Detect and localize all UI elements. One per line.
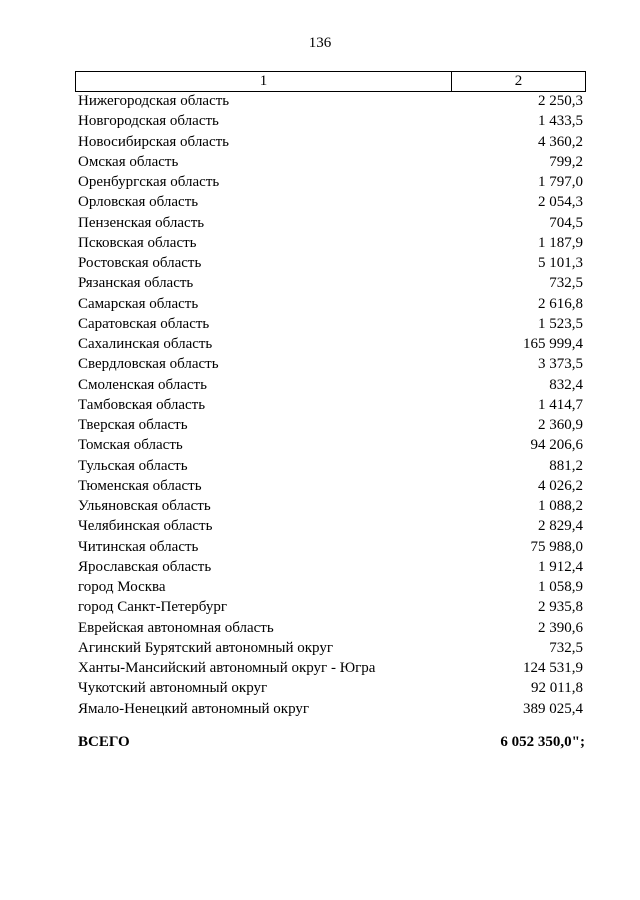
region-name: Самарская область xyxy=(78,295,199,312)
region-name: город Санкт-Петербург xyxy=(78,599,227,616)
region-name: Ростовская область xyxy=(78,255,202,271)
region-name: Чукотский автономный округ xyxy=(78,680,268,697)
table-body xyxy=(78,91,583,719)
region-name: Тюменская область xyxy=(78,477,202,494)
region-value: 2 250,3 xyxy=(538,93,583,109)
region-name: Тамбовская область xyxy=(78,396,206,413)
region-value: 4 360,2 xyxy=(538,133,583,150)
region-name: Тверская область xyxy=(78,417,188,433)
region-name: Тульская область xyxy=(78,457,188,474)
region-name: Челябинская область xyxy=(78,518,213,535)
region-name: Сахалинская область xyxy=(78,336,213,352)
region-value: 732,5 xyxy=(549,639,583,656)
region-value: 1 433,5 xyxy=(538,113,583,130)
table-row xyxy=(78,233,583,253)
region-name: Рязанская область xyxy=(78,275,194,292)
region-name: Псковская область xyxy=(78,234,197,251)
table-row xyxy=(78,537,583,557)
table-row xyxy=(78,597,583,617)
region-name: Читинская область xyxy=(78,538,199,555)
total-value: 6 052 350,0"; xyxy=(500,734,585,750)
region-value: 1 058,9 xyxy=(538,579,583,595)
region-value: 2 054,3 xyxy=(538,194,583,211)
region-name: Нижегородская область xyxy=(78,93,230,109)
region-value: 75 988,0 xyxy=(530,538,583,555)
region-value: 704,5 xyxy=(549,214,583,231)
table-row xyxy=(78,192,583,212)
region-name: Ульяновская область xyxy=(78,498,211,514)
region-value: 881,2 xyxy=(549,457,583,474)
region-name: Омская область xyxy=(78,153,179,170)
region-value: 2 616,8 xyxy=(538,295,583,312)
region-name: Новгородская область xyxy=(78,113,219,130)
region-value: 94 206,6 xyxy=(530,437,583,454)
region-name: Оренбургская область xyxy=(78,174,220,190)
region-name: Еврейская автономная область xyxy=(78,619,274,636)
table-row xyxy=(78,415,583,435)
page-number: 136 xyxy=(308,35,332,51)
table-row xyxy=(78,618,583,638)
table-header xyxy=(75,71,586,92)
table-row xyxy=(78,253,583,273)
table-row xyxy=(78,496,583,516)
table-row xyxy=(78,132,583,152)
table-row xyxy=(78,334,583,354)
table-row xyxy=(78,273,583,293)
table-row xyxy=(78,294,583,314)
region-value: 2 360,9 xyxy=(538,417,583,433)
table-row xyxy=(78,395,583,415)
region-value: 2 829,4 xyxy=(538,518,583,535)
table-row xyxy=(78,213,583,233)
region-value: 1 187,9 xyxy=(538,234,583,251)
region-name: Новосибирская область xyxy=(78,133,230,150)
region-value: 1 414,7 xyxy=(538,396,583,413)
region-value: 4 026,2 xyxy=(538,477,583,494)
table-row xyxy=(78,638,583,658)
table-row xyxy=(78,577,583,597)
table-row xyxy=(78,516,583,536)
region-name: Саратовская область xyxy=(78,315,210,332)
region-value: 1 523,5 xyxy=(538,315,583,332)
region-value: 92 011,8 xyxy=(531,680,583,697)
region-name: город Москва xyxy=(78,579,166,595)
region-value: 832,4 xyxy=(549,376,583,393)
header-col-2: 2 xyxy=(514,73,523,89)
region-value: 799,2 xyxy=(549,153,583,170)
total-row xyxy=(78,732,585,752)
region-value: 1 797,0 xyxy=(538,174,583,190)
region-name: Томская область xyxy=(78,437,183,454)
header-col-1: 1 xyxy=(76,72,452,91)
region-value: 2 935,8 xyxy=(538,599,583,616)
region-name: Пензенская область xyxy=(78,214,205,231)
region-value: 124 531,9 xyxy=(523,660,583,676)
region-value: 3 373,5 xyxy=(538,356,583,373)
table-row xyxy=(78,658,583,678)
region-value: 732,5 xyxy=(549,275,583,292)
table-row xyxy=(78,435,583,455)
table-row xyxy=(78,91,583,111)
table-row xyxy=(78,456,583,476)
region-name: Агинский Бурятский автономный округ xyxy=(78,639,333,656)
table-row xyxy=(78,476,583,496)
region-name: Ямало-Ненецкий автономный округ xyxy=(78,700,310,717)
region-value: 165 999,4 xyxy=(523,336,583,352)
total-label: ВСЕГО xyxy=(78,734,130,750)
region-value: 1 088,2 xyxy=(538,498,583,514)
table-row xyxy=(78,111,583,131)
region-name: Ханты-Мансийский автономный округ - Югра xyxy=(78,660,376,676)
region-value: 1 912,4 xyxy=(538,558,583,575)
table-row xyxy=(78,354,583,374)
table-row xyxy=(78,678,583,698)
table-row xyxy=(78,699,583,719)
region-value: 2 390,6 xyxy=(538,619,583,636)
region-name: Свердловская область xyxy=(78,356,219,373)
table-row xyxy=(78,314,583,334)
region-name: Смоленская область xyxy=(78,376,207,393)
table-row xyxy=(78,172,583,192)
region-name: Ярославская область xyxy=(78,558,212,575)
table-row xyxy=(78,557,583,577)
region-value: 5 101,3 xyxy=(538,255,583,271)
table-row xyxy=(78,152,583,172)
region-name: Орловская область xyxy=(78,194,199,211)
table-row xyxy=(78,375,583,395)
region-value: 389 025,4 xyxy=(523,700,583,717)
